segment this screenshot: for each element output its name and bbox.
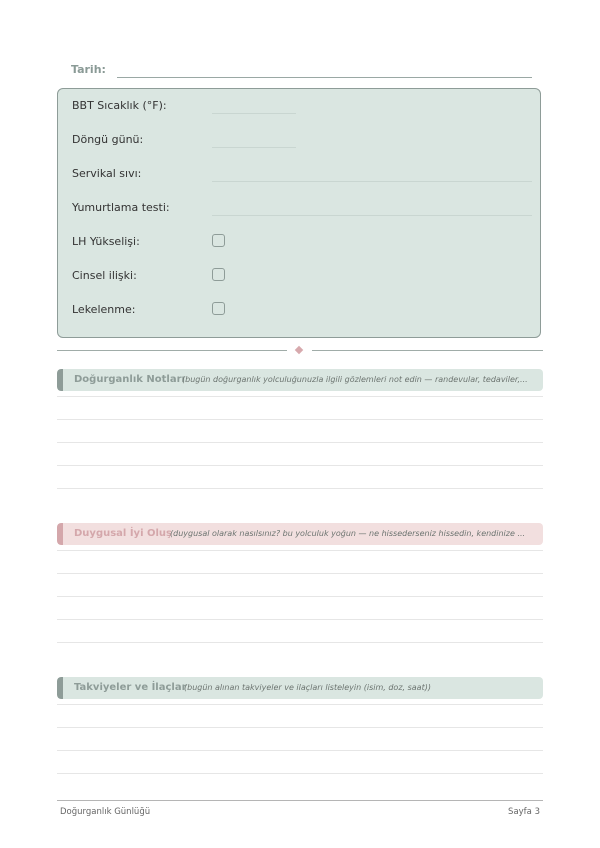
footer-divider (57, 800, 543, 801)
bbt-input-line[interactable] (212, 113, 296, 114)
lh-surge-label: LH Yükselişi: (72, 235, 140, 248)
date-row (71, 62, 532, 80)
emotional-wellbeing-title: Duygusal İyi Oluş (74, 528, 172, 539)
fertility-notes-header (57, 369, 543, 391)
writing-line[interactable] (57, 596, 543, 597)
divider-line-left (57, 350, 287, 351)
ovulation-test-input-line[interactable] (212, 215, 532, 216)
writing-line[interactable] (57, 704, 543, 705)
fertility-notes-hint: (bugün doğurganlık yolculuğunuzla ilgili gözlemleri not edin — randevular, tedaviler,... (182, 375, 528, 384)
divider-line-right (312, 350, 543, 351)
cervical-fluid-input-line[interactable] (212, 181, 532, 182)
section-accent (57, 369, 63, 391)
date-input-line[interactable] (117, 77, 532, 78)
supplements-hint: (bugün alınan takviyeler ve ilaçları listeleyin (isim, doz, saat)) (184, 683, 431, 692)
daily-tracker-panel (57, 88, 541, 338)
writing-line[interactable] (57, 619, 543, 620)
cycle-day-input-line[interactable] (212, 147, 296, 148)
writing-line[interactable] (57, 750, 543, 751)
writing-line[interactable] (57, 396, 543, 397)
cervical-fluid-label: Servikal sıvı: (72, 167, 142, 180)
spotting-label: Lekelenme: (72, 303, 136, 316)
diamond-icon (295, 346, 303, 354)
spotting-checkbox[interactable] (212, 302, 225, 315)
footer-page-number: Sayfa 3 (508, 807, 540, 817)
writing-line[interactable] (57, 773, 543, 774)
writing-line[interactable] (57, 550, 543, 551)
section-accent (57, 523, 63, 545)
cycle-day-label: Döngü günü: (72, 133, 144, 146)
writing-line[interactable] (57, 419, 543, 420)
footer-journal-name: Doğurganlık Günlüğü (60, 807, 151, 817)
writing-line[interactable] (57, 442, 543, 443)
supplements-header (57, 677, 543, 699)
writing-line[interactable] (57, 465, 543, 466)
ovulation-test-label: Yumurtlama testi: (72, 201, 170, 214)
emotional-wellbeing-hint: (duygusal olarak nasılsınız? bu yolculuk yoğun — ne hissederseniz hissedin, kendinize ... (170, 529, 526, 538)
emotional-wellbeing-header (57, 523, 543, 545)
writing-line[interactable] (57, 642, 543, 643)
supplements-title: Takviyeler ve İlaçlar (74, 682, 187, 693)
writing-line[interactable] (57, 727, 543, 728)
fertility-notes-title: Doğurganlık Notları (74, 374, 185, 385)
writing-line[interactable] (57, 573, 543, 574)
writing-line[interactable] (57, 488, 543, 489)
date-label: Tarih: (71, 63, 106, 76)
intercourse-checkbox[interactable] (212, 268, 225, 281)
lh-surge-checkbox[interactable] (212, 234, 225, 247)
section-accent (57, 677, 63, 699)
bbt-label: BBT Sıcaklık (°F): (72, 99, 167, 112)
intercourse-label: Cinsel ilişki: (72, 269, 137, 282)
